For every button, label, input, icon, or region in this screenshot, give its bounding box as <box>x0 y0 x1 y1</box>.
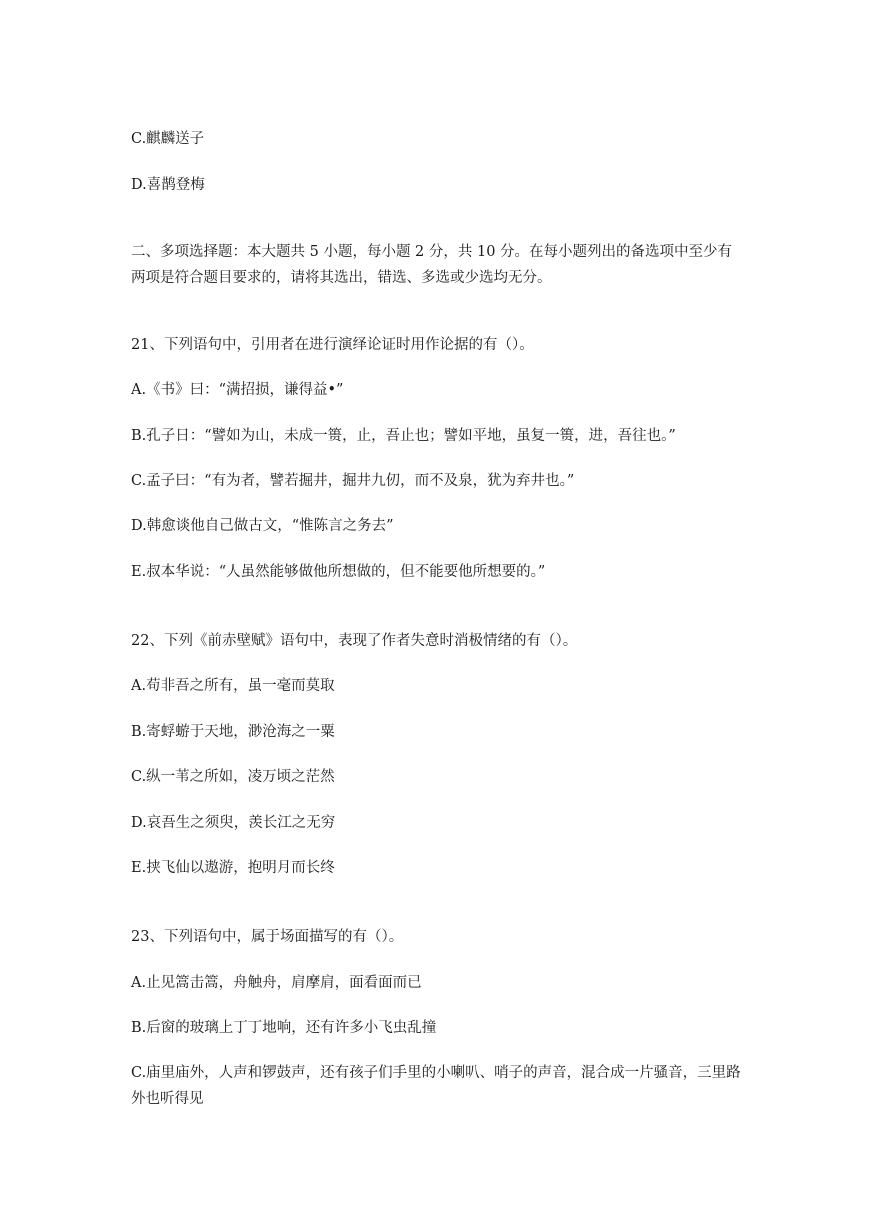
q22-stem: 22、下列《前赤壁赋》语句中，表现了作者失意时消极情绪的有（）。 <box>131 633 578 649</box>
q21-option-d: D.韩愈谈他自己做古文，“惟陈言之务去” <box>131 518 394 534</box>
q21-stem: 21、下列语句中，引用者在进行演绎论证时用作论据的有（）。 <box>131 337 534 353</box>
q21-option-b: B.孔子日：“譬如为山，未成一篑，止，吾止也；譬如平地，虽复一篑，进，吾往也。” <box>131 428 676 444</box>
q23-option-a: A.止见篙击篙，舟触舟，肩摩肩，面看面而已 <box>131 975 422 991</box>
q22-option-b: B.寄蜉蝣于天地，渺沧海之一粟 <box>131 724 335 740</box>
q22-option-e: E.挟飞仙以遨游，抱明月而长终 <box>131 860 335 876</box>
q21-option-c: C.孟子曰：“有为者，譬若掘井，掘井九仞，而不及泉，犹为弃井也。” <box>131 473 575 489</box>
q21-option-e: E.叔本华说：“人虽然能够做他所想做的，但不能要他所想要的。” <box>131 564 546 580</box>
q20-option-d: D.喜鹊登梅 <box>131 177 205 193</box>
q22-option-d: D.哀吾生之须臾，羡长江之无穷 <box>131 815 336 831</box>
q23-option-b: B.后窗的玻璃上丁丁地响，还有许多小飞虫乱撞 <box>131 1020 437 1036</box>
q22-option-c: C.纵一苇之所如，凌万顷之茫然 <box>131 769 335 785</box>
section2-heading: 二、多项选择题：本大题共 5 小题，每小题 2 分，共 10 分。在每小题列出的备选项中至少有两项是符合题目要求的，请将其选出，错选、多选或少选均无分。 <box>131 244 733 286</box>
q23-stem: 23、下列语句中，属于场面描写的有（）。 <box>131 929 404 945</box>
q20-option-c: C.麒麟送子 <box>131 131 205 147</box>
q22-option-a: A.苟非吾之所有，虽一毫而莫取 <box>131 678 335 694</box>
q23-option-c: C.庙里庙外，人声和锣鼓声，还有孩子们手里的小喇叭、哨子的声音，混合成一片骚音，三里路外也听得见 <box>131 1065 741 1107</box>
q21-option-a: A.《书》曰：“满招损，谦得益•” <box>131 382 344 398</box>
